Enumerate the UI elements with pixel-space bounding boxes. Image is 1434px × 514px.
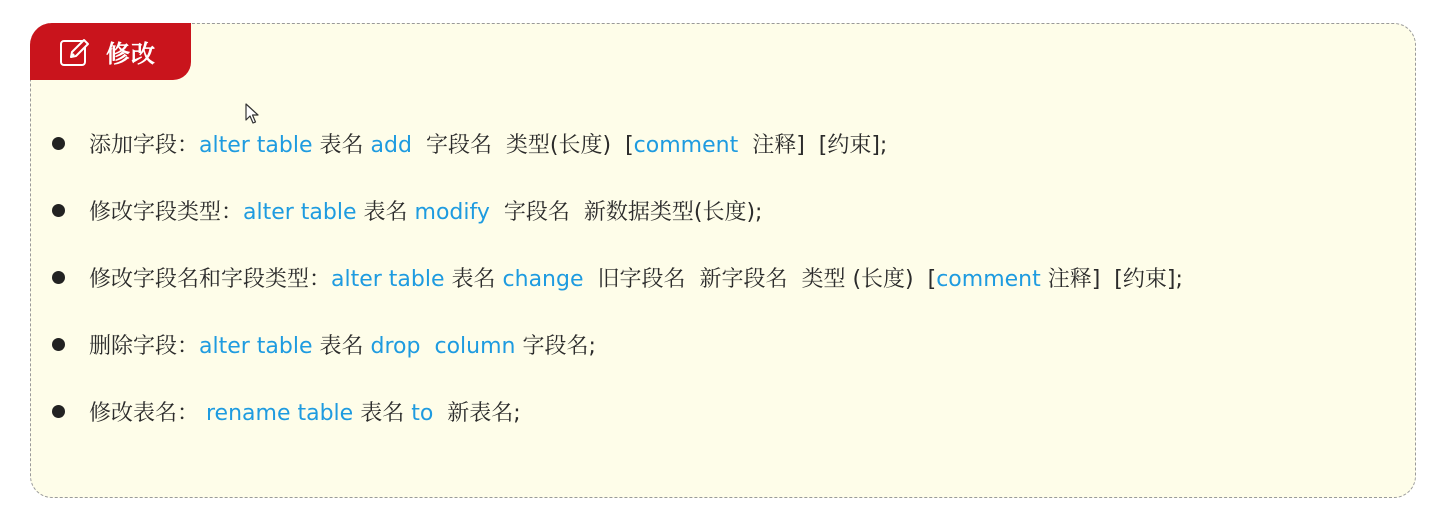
- list-item: [52, 378, 1183, 445]
- section-header: [30, 23, 191, 80]
- sql-keyword: alter table: [199, 133, 313, 158]
- bullet-icon: [52, 137, 65, 150]
- description-text: 表名: [353, 401, 412, 426]
- syntax-line: [89, 128, 887, 159]
- sql-keyword: modify: [414, 200, 490, 225]
- bullet-icon: [52, 204, 65, 217]
- description-text: 字段名 新数据类型(长度);: [489, 200, 763, 225]
- description-text: 旧字段名 新字段名 类型 (长度) [: [583, 267, 937, 292]
- sql-keyword: alter table: [243, 200, 357, 225]
- sql-keyword: change: [502, 267, 584, 292]
- sql-keyword: add: [370, 133, 412, 158]
- bullet-icon: [52, 271, 65, 284]
- description-text: 修改字段名和字段类型：: [89, 267, 332, 292]
- description-text: 注释] [约束];: [1040, 267, 1183, 292]
- sql-keyword: comment: [936, 267, 1041, 292]
- sql-keyword: comment: [633, 133, 739, 158]
- bullet-icon: [52, 405, 65, 418]
- description-text: 表名: [444, 267, 503, 292]
- syntax-line: [89, 396, 521, 427]
- description-text: 删除字段：: [89, 334, 200, 359]
- syntax-line: [89, 195, 762, 226]
- list-item: [52, 110, 1183, 177]
- description-text: 注释] [约束];: [738, 133, 888, 158]
- syntax-line: [89, 262, 1183, 293]
- description-text: 表名: [356, 200, 415, 225]
- sql-keyword: drop column: [370, 334, 516, 359]
- description-text: 修改字段类型：: [89, 200, 244, 225]
- sql-keyword: to: [411, 401, 434, 426]
- sql-keyword: alter table: [331, 267, 445, 292]
- syntax-line: [89, 329, 596, 360]
- list-item: [52, 311, 1183, 378]
- description-text: 修改表名：: [89, 401, 206, 426]
- description-text: 添加字段：: [89, 133, 200, 158]
- description-text: 表名: [312, 133, 371, 158]
- bullet-icon: [52, 338, 65, 351]
- edit-icon: [58, 35, 92, 69]
- description-text: 表名: [312, 334, 371, 359]
- sql-keyword: alter table: [199, 334, 313, 359]
- description-text: 新表名;: [433, 401, 521, 426]
- syntax-list: [52, 110, 1183, 445]
- sql-keyword: rename table: [206, 401, 354, 426]
- section-title: 修改: [106, 40, 156, 68]
- list-item: [52, 177, 1183, 244]
- description-text: 字段名;: [515, 334, 596, 359]
- description-text: 字段名 类型(长度) [: [411, 133, 634, 158]
- list-item: [52, 244, 1183, 311]
